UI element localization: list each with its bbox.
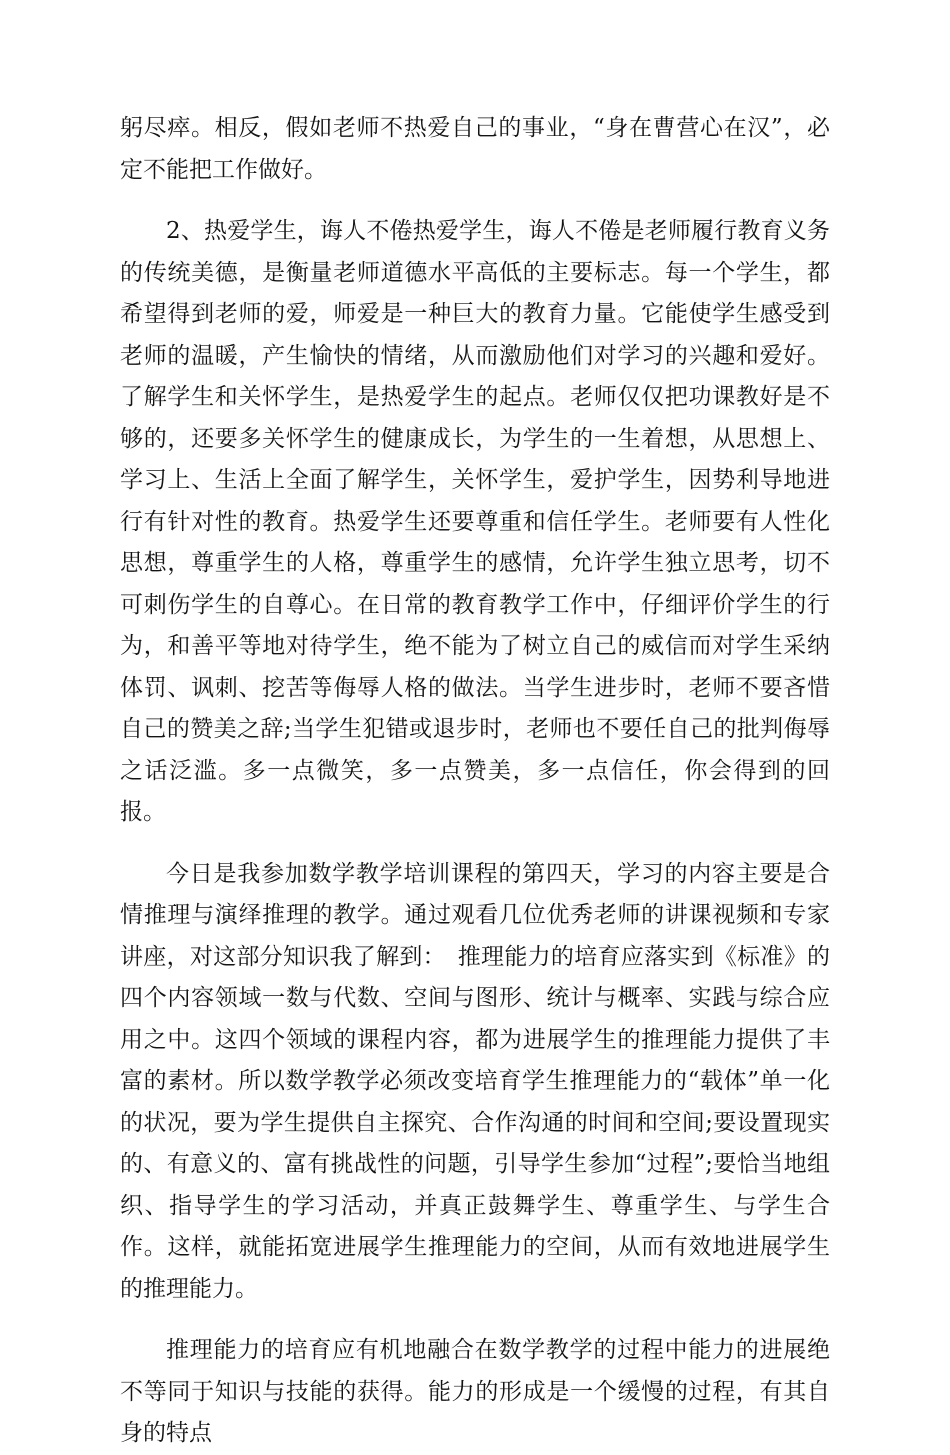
document-body — [120, 108, 830, 1455]
paragraph-reasoning-ability: 推理能力的培育应有机地融合在数学教学的过程中能力的进展绝不等同于知识与技能的获得。能力的形成是一个缓慢的过程，有其自身的特点 — [120, 1337, 830, 1446]
paragraph-love-students: 2、热爱学生，诲人不倦热爱学生，诲人不倦是老师履行教育义务的传统美德，是衡量老师道德水平高低的主要标志。每一个学生，都希望得到老师的爱，师爱是一种巨大的教育力量。它能使学生感受到老师的温暖，产生愉快的情绪，从而激励他们对学习的兴趣和爱好。了解学生和关怀学生，是热爱学生的起点。老师仅仅把功课教好是不够的，还要多关怀学生的健康成长，为学生的一生着想，从思想上、学习上、生活上全面了解学生，关怀学生，爱护学生，因势利导地进行有针对性的教育。热爱学生还要尊重和信任学生。老师要有人性化思想，尊重学生的人格，尊重学生的感情，允许学生独立思考，切不可刺伤学生的自尊心。在日常的教育教学工作中，仔细评价学生的行为，和善平等地对待学生，绝不能为了树立自己的威信而对学生采纳体罚、讽刺、挖苦等侮辱人格的做法。当学生进步时，老师不要吝惜自己的赞美之辞;当学生犯错或退步时，老师也不要任自己的批判侮辱之话泛滥。多一点微笑，多一点赞美，多一点信任，你会得到的回报。 — [120, 218, 830, 825]
paragraph-continuation: 躬尽瘁。相反，假如老师不热爱自己的事业，“身在曹营心在汉”，必定不能把工作做好。 — [120, 115, 830, 183]
paragraph-training-day-four: 今日是我参加数学教学培训课程的第四天，学习的内容主要是合情推理与演绎推理的教学。通过观看几位优秀老师的讲课视频和专家讲座，对这部分知识我了解到： 推理能力的培育应落实到《标准》的四个内容领域一数与代数、空间与图形、统计与概率、实践与综合应用之中。这四个领域的课程内容，都为进展学生的推理能力提供了丰富的素材。所以数学教学必须改变培育学生推理能力的“载体”单一化的状况，要为学生提供自主探究、合作沟通的时间和空间;要设置现实的、有意义的、富有挑战性的问题，引导学生参加“过程”;要恰当地组织、指导学生的学习活动，并真正鼓舞学生、尊重学生、与学生合作。这样，就能拓宽进展学生推理能力的空间，从而有效地进展学生的推理能力。 — [120, 860, 830, 1302]
